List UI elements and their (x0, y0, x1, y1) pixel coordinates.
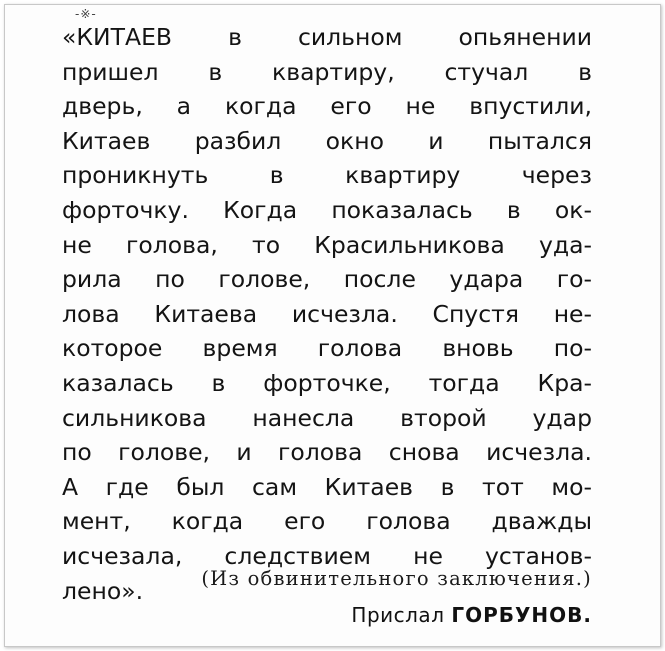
quote-line: лено». (62, 576, 144, 605)
decorative-ornament-icon: -※- (75, 7, 97, 21)
quote-line: сильникова нанесла второй удар (62, 403, 592, 432)
sender-prefix: Прислал (351, 603, 445, 627)
source-note: (Из обвинительного заключения.) (201, 567, 592, 590)
quote-line: исчезала, следствием не установ- (62, 541, 592, 570)
quote-body (62, 20, 592, 608)
quote-line: рила по голове, после удара го- (62, 265, 592, 294)
quote-line: лова Китаева исчезла. Спустя не- (62, 299, 592, 328)
quote-line: А где был сам Китаев в тот мо- (62, 472, 592, 501)
quote-line: по голове, и голова снова исчезла. (62, 438, 592, 467)
sender-name: ГОРБУНОВ. (451, 603, 592, 627)
quote-line: проникнуть в квартиру через (62, 161, 592, 190)
quote-line: форточку. Когда показалась в ок- (62, 195, 592, 224)
quote-line: казалась в форточке, тогда Кра- (62, 368, 592, 397)
quote-line: которое время голова вновь по- (62, 334, 592, 363)
quote-line: не голова, то Красильникова уда- (62, 230, 592, 259)
sender-credit (200, 603, 592, 627)
quote-line: «КИТАЕВ в сильном опьянении (62, 23, 592, 51)
quote-line: дверь, а когда его не впустили, (62, 92, 592, 121)
quote-line: Китаев разбил окно и пытался (62, 126, 592, 155)
quote-line: мент, когда его голова дважды (62, 507, 592, 536)
quote-line: пришел в квартиру, стучал в (62, 57, 592, 86)
